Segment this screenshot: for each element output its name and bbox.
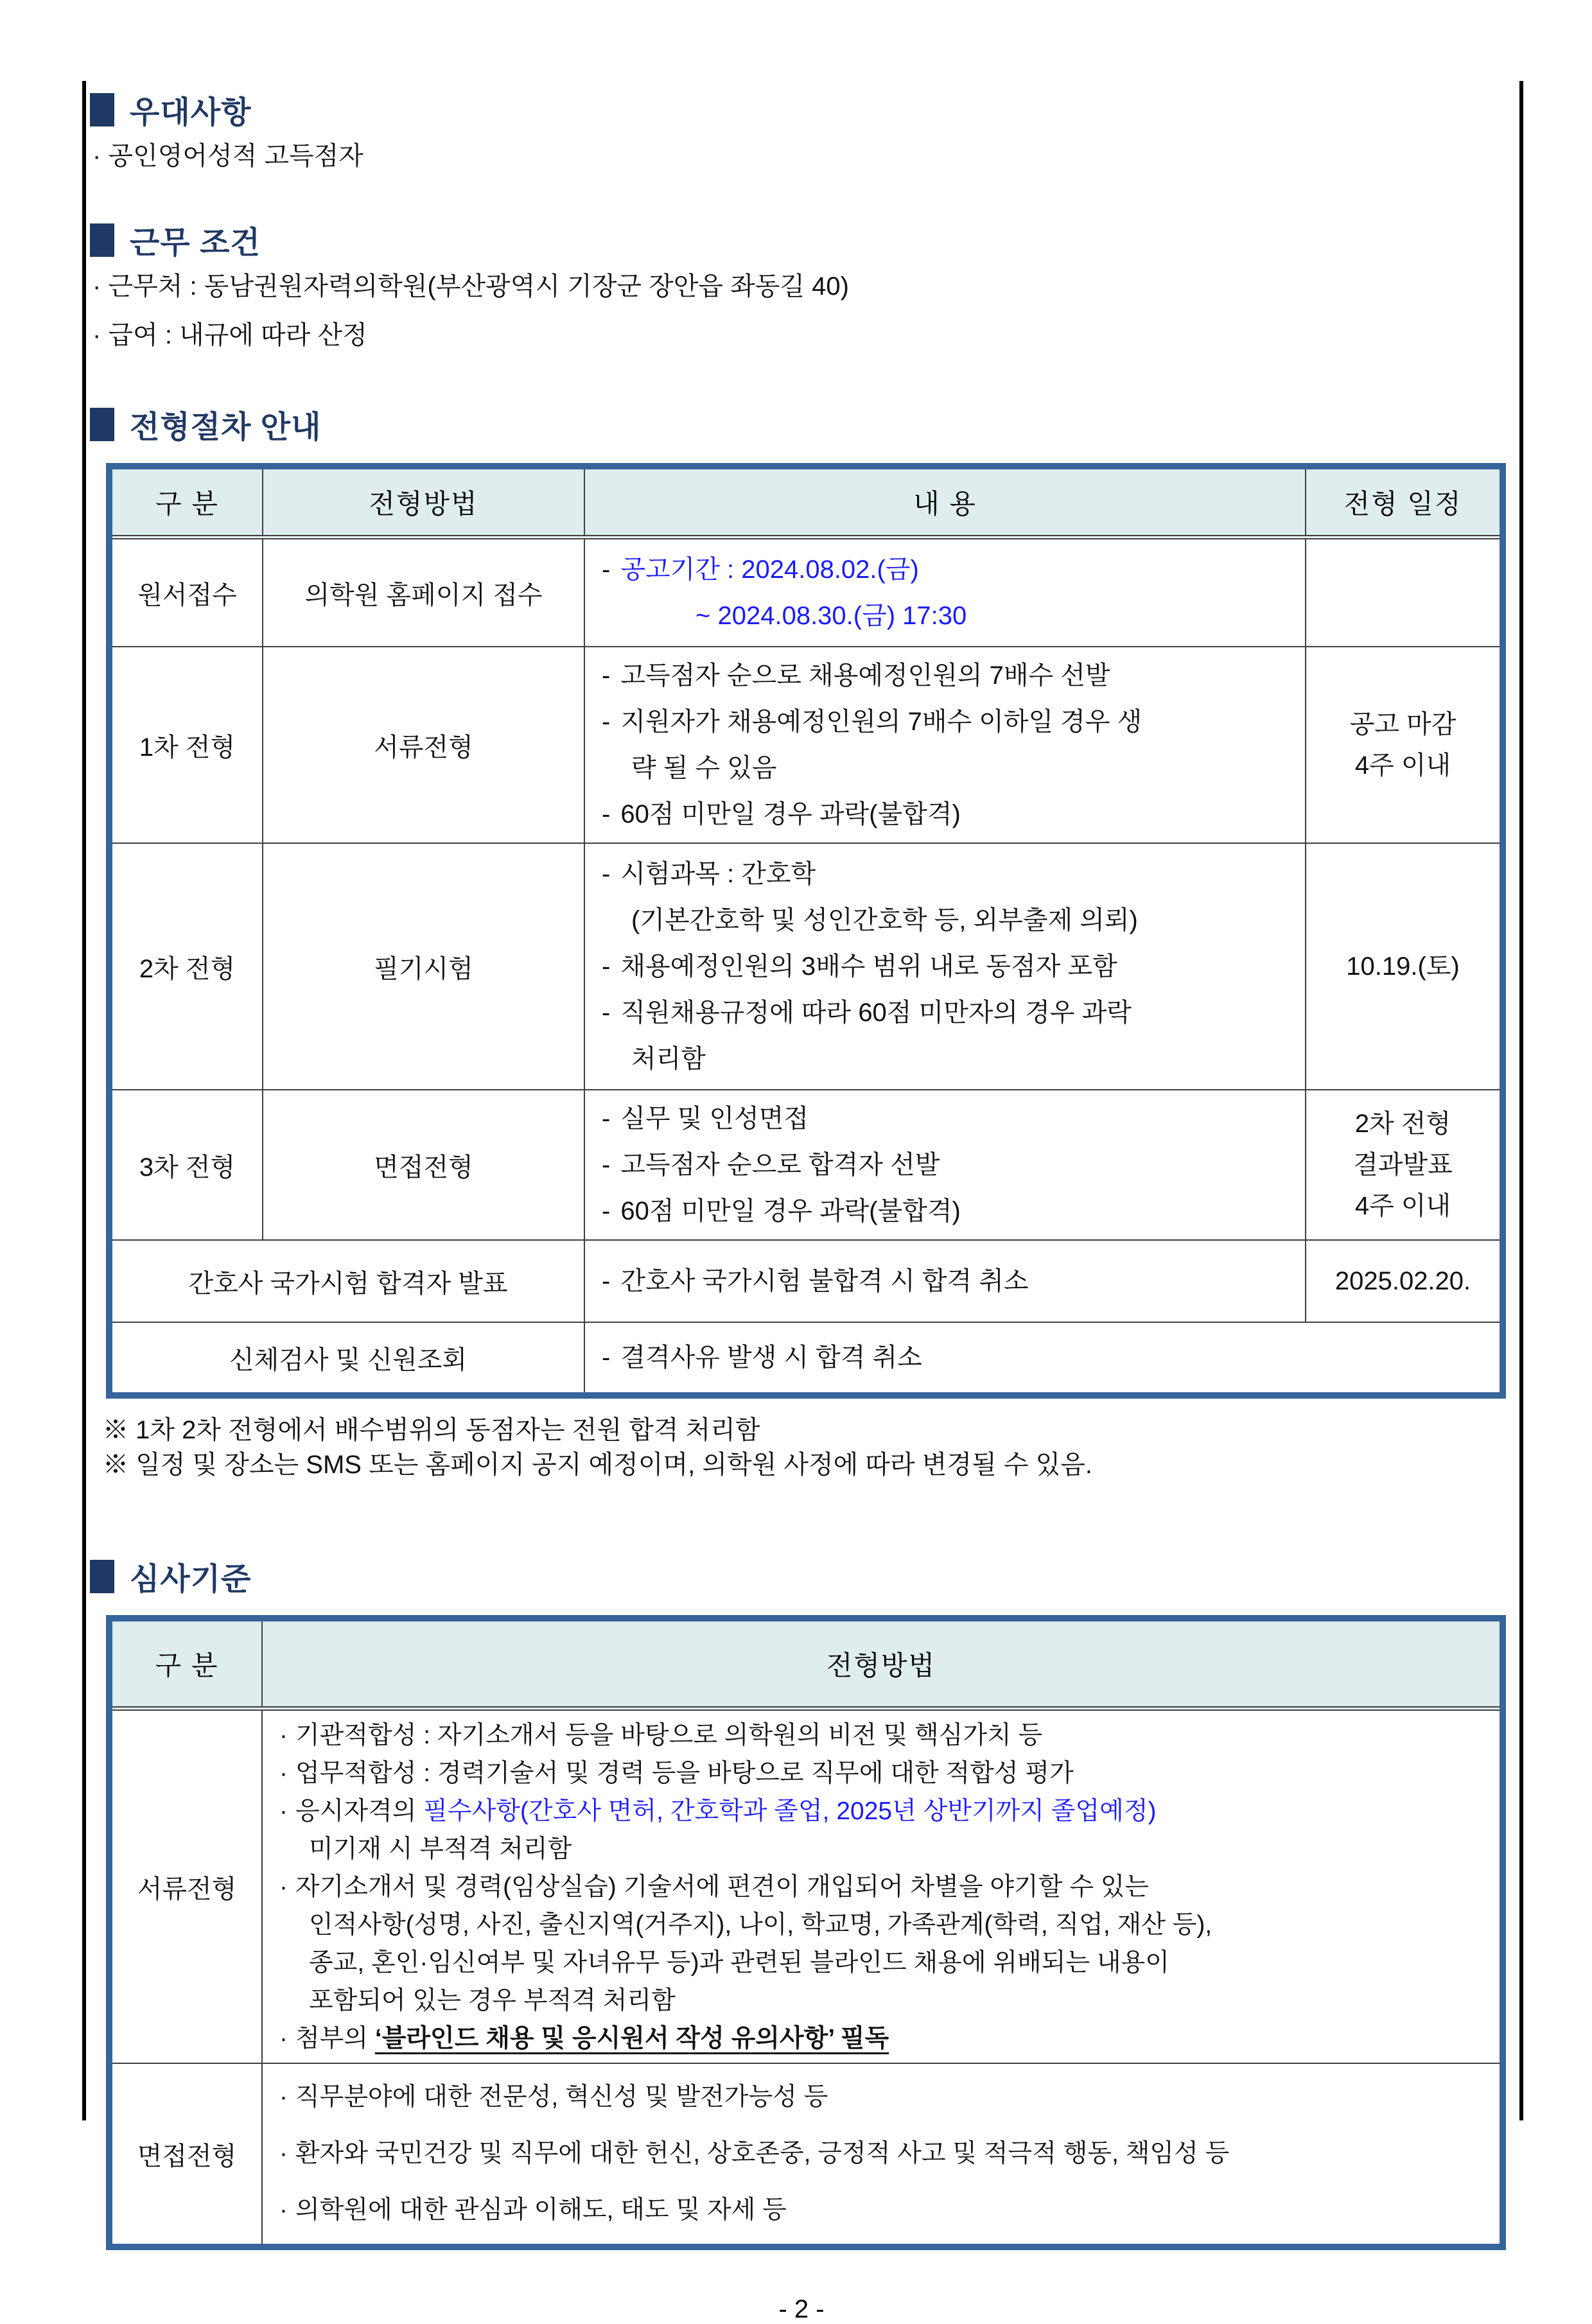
bullet-dot: · xyxy=(279,1721,288,1749)
dash: - xyxy=(602,661,611,690)
table-row xyxy=(109,843,1503,1090)
section-title: 전형절차 안내 xyxy=(130,410,322,444)
row-content: · 기관적합성 : 자기소개서 등을 바탕으로 의학원의 비전 및 핵심가치 등 · 업무적합성 : 경력기술서 및 경력 등을 바탕으로 직무에 대한 적합성 평가 · 응시자격의 필수사항(간호사 면허, 간호학과 졸업, 2025년 상반기까지 졸업예정) 미기재 시 부적격 처리함 · 자기소개서 및 경력(임상실습) 기술서에 편견이 개입되어 차별을 야기할 수 있는 인적사항(성명, 사진, 출신지역(거주지), 나이, 학교명, 가족관계(학력, 직업, 재산 등), 종교, 혼인·임신여부 및 자녀유무 등)과 관련된 블라인드 채용에 위배되는 내용이 포함되어 있는 경우 부적격 처리함 · 첨부의 ‘블라인드 채용 및 응시원서 작성 유의사항’ 필독 xyxy=(262,1709,1503,2064)
bullet-dot: · xyxy=(279,2196,288,2224)
bullet-dot: · xyxy=(279,2140,288,2167)
row-schedule xyxy=(1306,537,1503,647)
row-schedule: 2025.02.20. xyxy=(1306,1240,1503,1322)
table-row xyxy=(109,1240,1503,1322)
row-content: - 시험과목 : 간호학 (기본간호학 및 성인간호학 등, 외부출제 의뢰) - 채용예정인원의 3배수 범위 내로 동점자 포함 - 직원채용규정에 따라 60점 미만자의 경우 과락 처리함 xyxy=(584,843,1306,1090)
page-right-rule xyxy=(1519,81,1523,2120)
dash: - xyxy=(602,1197,611,1225)
section-heading-criteria xyxy=(90,1554,1519,1598)
page-content xyxy=(83,82,1519,2324)
row-category: 면접전형 xyxy=(109,2063,262,2247)
heading-square-icon xyxy=(90,93,114,127)
section-title: 우대사항 xyxy=(130,96,252,130)
heading-square-icon xyxy=(90,1560,114,1593)
row-content: · 직무분야에 대한 전문성, 혁신성 및 발전가능성 등 · 환자와 국민건강 및 직무에 대한 헌신, 상호존중, 긍정적 사고 및 적극적 행동, 책임성 등 · 의학원에 대한 관심과 이해도, 태도 및 자세 등 xyxy=(262,2063,1503,2247)
table-row xyxy=(109,2063,1503,2247)
process-table xyxy=(106,463,1506,1399)
bullet-item: · 근무처 : 동남권원자력의학원(부산광역시 기장군 장안읍 좌동길 40) xyxy=(92,272,849,301)
row-category-merged: 신체검사 및 신원조회 xyxy=(109,1322,584,1395)
notice-period-text: 공고기간 : 2024.08.02.(금) xyxy=(620,555,919,584)
dash: - xyxy=(602,1151,611,1179)
row-method: 서류전형 xyxy=(263,647,584,843)
header-method: 전형방법 xyxy=(263,466,584,537)
row-category: 서류전형 xyxy=(109,1709,262,2064)
dash: - xyxy=(602,555,611,584)
table-row xyxy=(109,1090,1503,1240)
section-heading-preferred xyxy=(90,87,1519,132)
heading-square-icon xyxy=(90,223,114,257)
dash: - xyxy=(602,952,611,981)
row-method: 면접전형 xyxy=(263,1090,584,1240)
dash: - xyxy=(602,1267,611,1295)
bullet-item: · 급여 : 내규에 따라 산정 xyxy=(92,321,367,349)
row-method: 의학원 홈페이지 접수 xyxy=(263,537,584,647)
table-notes xyxy=(103,1413,1519,1482)
dash: - xyxy=(602,708,611,736)
row-category: 원서접수 xyxy=(109,537,263,647)
heading-square-icon xyxy=(90,408,114,441)
table-header-row xyxy=(109,466,1503,537)
table-row xyxy=(109,537,1503,647)
header-method: 전형방법 xyxy=(262,1618,1503,1709)
bullet-dot: · xyxy=(279,1873,288,1901)
notice-period-text: ~ 2024.08.30.(금) 17:30 xyxy=(695,602,967,630)
table-row xyxy=(109,1709,1503,2064)
dash: - xyxy=(602,860,611,888)
table-header-row xyxy=(109,1618,1503,1709)
dash: - xyxy=(602,999,611,1027)
bullet-item: · 공인영어성적 고득점자 xyxy=(92,142,363,170)
row-schedule: 2차 전형 결과발표 4주 이내 xyxy=(1306,1090,1503,1240)
note-line: ※ 1차 2차 전형에서 배수범위의 동점자는 전원 합격 처리함 xyxy=(103,1416,760,1444)
note-line: ※ 일정 및 장소는 SMS 또는 홈페이지 공지 예정이며, 의학원 사정에 따라 변경될 수 있음. xyxy=(103,1451,1092,1479)
blind-recruitment-notice-text: ‘블라인드 채용 및 응시원서 작성 유의사항’ 필독 xyxy=(374,2024,889,2052)
bullet-dot: · xyxy=(279,2024,288,2052)
section-title: 근무 조건 xyxy=(130,226,261,260)
table-row xyxy=(109,647,1503,843)
row-category: 1차 전형 xyxy=(109,647,263,843)
bullet-dot: · xyxy=(279,2083,288,2111)
row-content: - 간호사 국가시험 불합격 시 합격 취소 xyxy=(584,1240,1306,1322)
page-number: - 2 - xyxy=(778,2295,825,2323)
header-category: 구 분 xyxy=(109,466,263,537)
section-heading-work xyxy=(90,218,1519,262)
table-row xyxy=(109,1322,1503,1395)
required-qualification-text: 필수사항(간호사 면허, 간호학과 졸업, 2025년 상반기까지 졸업예정) xyxy=(423,1797,1157,1825)
header-content: 내 용 xyxy=(584,466,1306,537)
row-content xyxy=(584,537,1306,647)
bullet-dot: · xyxy=(279,1759,288,1787)
row-category-merged: 간호사 국가시험 합격자 발표 xyxy=(109,1240,584,1322)
criteria-table xyxy=(106,1615,1506,2250)
section-heading-process xyxy=(90,402,1519,446)
row-content: - 결격사유 발생 시 합격 취소 xyxy=(584,1322,1503,1395)
header-category: 구 분 xyxy=(109,1618,262,1709)
dash: - xyxy=(602,800,611,828)
row-category: 3차 전형 xyxy=(109,1090,263,1240)
dash: - xyxy=(602,1343,611,1372)
row-method: 필기시험 xyxy=(263,843,584,1090)
row-content: - 실무 및 인성면접 - 고득점자 순으로 합격자 선발 - 60점 미만일 경우 과락(불합격) xyxy=(584,1090,1306,1240)
dash: - xyxy=(602,1105,611,1133)
row-schedule: 10.19.(토) xyxy=(1306,843,1503,1090)
bullet-dot: · xyxy=(279,1797,288,1825)
row-category: 2차 전형 xyxy=(109,843,263,1090)
row-schedule: 공고 마감 4주 이내 xyxy=(1306,647,1503,843)
section-title: 심사기준 xyxy=(130,1562,252,1596)
row-content: - 고득점자 순으로 채용예정인원의 7배수 선발 - 지원자가 채용예정인원의 7배수 이하일 경우 생 략 될 수 있음 - 60점 미만일 경우 과락(불합격) xyxy=(584,647,1306,843)
header-schedule: 전형 일정 xyxy=(1306,466,1503,537)
